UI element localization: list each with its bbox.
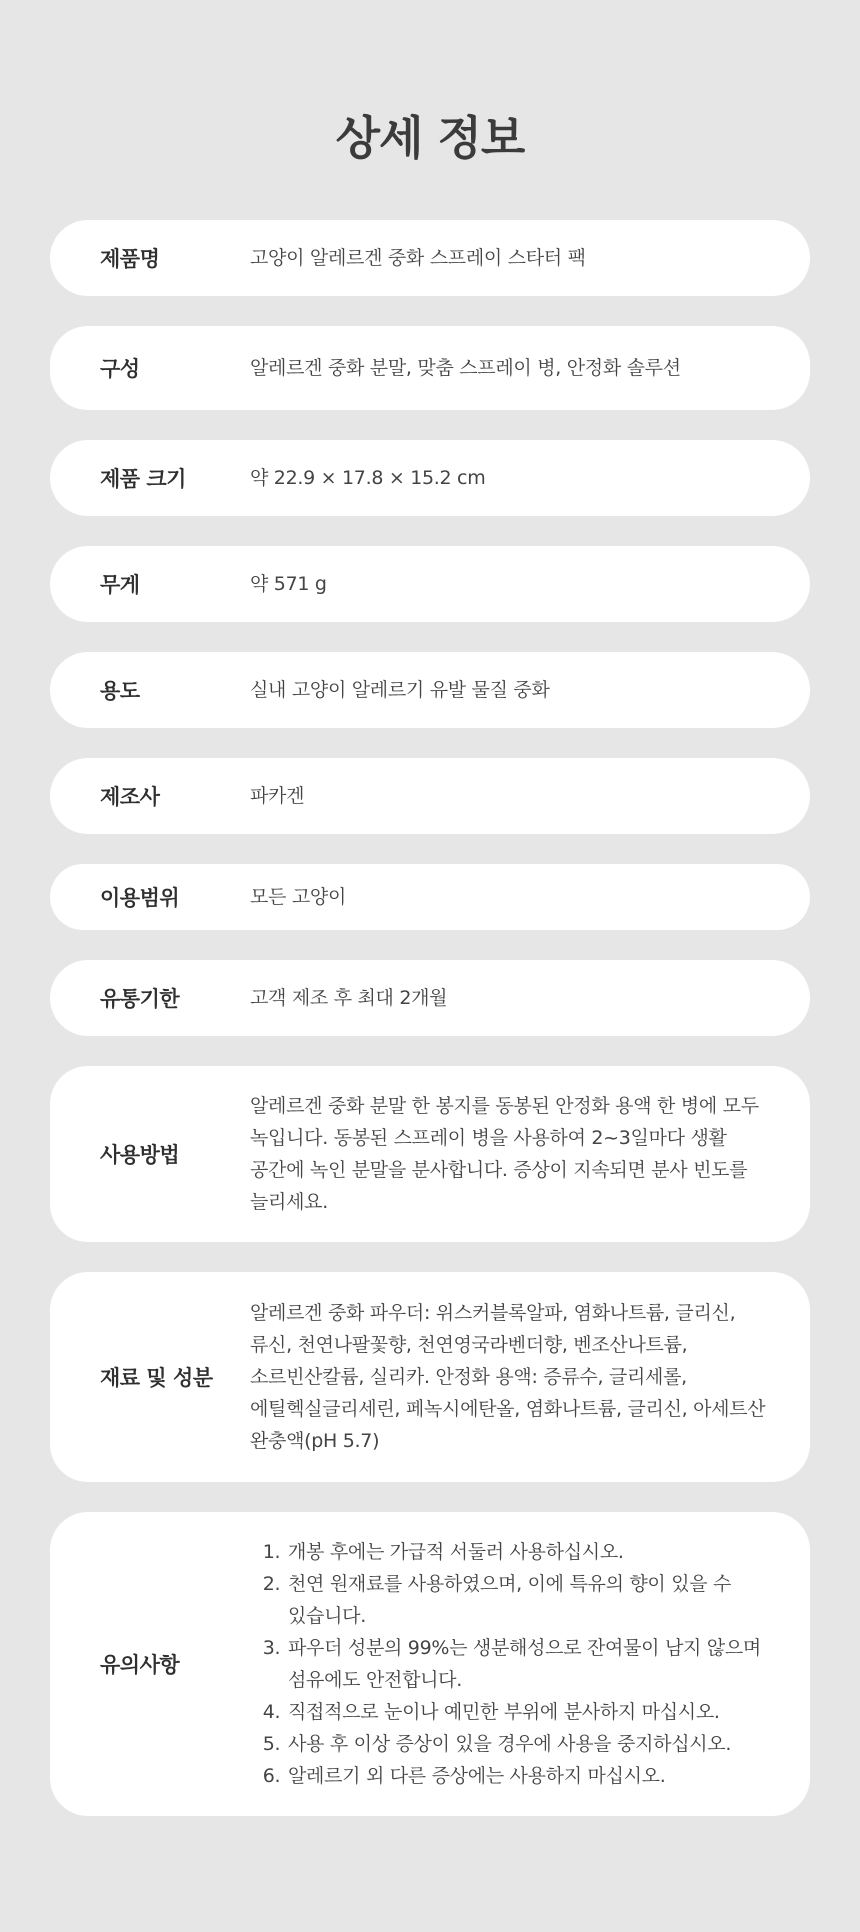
detail-value: 알레르겐 중화 분말, 맞춤 스프레이 병, 안정화 솔루션 (250, 357, 681, 379)
caution-item: 2. 천연 원재료를 사용하였으며, 이에 특유의 향이 있을 수 있습니다. (286, 1568, 770, 1632)
product-detail-list (0, 220, 860, 1816)
detail-value: 파카겐 (250, 785, 305, 807)
detail-value: 고객 제조 후 최대 2개월 (250, 987, 448, 1009)
detail-row-size (50, 440, 810, 516)
detail-value: 실내 고양이 알레르기 유발 물질 중화 (250, 679, 550, 701)
detail-value: 고양이 알레르겐 중화 스프레이 스타터 팩 (250, 247, 586, 269)
detail-row-product-name (50, 220, 810, 296)
detail-value: 약 571 g (250, 573, 327, 595)
detail-label: 제품 크기 (100, 467, 186, 491)
detail-row-cautions (50, 1512, 810, 1816)
detail-row-ingredients (50, 1272, 810, 1482)
caution-item: 3. 파우더 성분의 99%는 생분해성으로 잔여물이 남지 않으며 섬유에도 안전합니다. (286, 1632, 770, 1696)
detail-label: 용도 (100, 679, 140, 703)
detail-value: 모든 고양이 (250, 886, 347, 908)
cautions-value (250, 1536, 770, 1792)
detail-label: 재료 및 성분 (100, 1366, 213, 1390)
detail-label: 이용범위 (100, 886, 180, 910)
caution-item: 6. 알레르기 외 다른 증상에는 사용하지 마십시오. (286, 1760, 770, 1792)
detail-label: 제조사 (100, 785, 160, 809)
detail-row-purpose (50, 652, 810, 728)
detail-value: 알레르겐 중화 분말 한 봉지를 동봉된 안정화 용액 한 병에 모두 녹입니다. 동봉된 스프레이 병을 사용하여 2~3일마다 생활 공간에 녹인 분말을 분사합니다. 증상이 지속되면 분사 빈도를 늘리세요. (250, 1095, 759, 1213)
caution-item: 4. 직접적으로 눈이나 예민한 부위에 분사하지 마십시오. (286, 1696, 770, 1728)
detail-label: 유통기한 (100, 987, 180, 1011)
detail-label: 사용방법 (100, 1143, 180, 1167)
page-title: 상세 정보 (335, 111, 525, 165)
detail-row-weight (50, 546, 810, 622)
detail-row-expiry (50, 960, 810, 1036)
caution-item: 1. 개봉 후에는 가급적 서둘러 사용하십시오. (286, 1536, 770, 1568)
detail-label: 유의사항 (100, 1653, 180, 1677)
detail-label: 무게 (100, 573, 140, 597)
detail-row-manufacturer (50, 758, 810, 834)
cautions-list (250, 1536, 770, 1792)
detail-row-usage-method (50, 1066, 810, 1242)
detail-label: 구성 (100, 357, 140, 381)
caution-item: 5. 사용 후 이상 증상이 있을 경우에 사용을 중지하십시오. (286, 1728, 770, 1760)
detail-label: 제품명 (100, 247, 160, 271)
detail-row-composition (50, 326, 810, 410)
detail-value: 약 22.9 × 17.8 × 15.2 cm (250, 467, 486, 489)
detail-row-scope (50, 864, 810, 930)
detail-value: 알레르겐 중화 파우더: 위스커블록알파, 염화나트륨, 글리신, 류신, 천연나팔꽃향, 천연영국라벤더향, 벤조산나트륨, 소르빈산칼륨, 실리카. 안정화 용액: 증류수, 글리세롤, 에틸헥실글리세린, 페녹시에탄올, 염화나트륨, 글리신, 아세트산 완충액(pH 5.7) (250, 1302, 766, 1452)
